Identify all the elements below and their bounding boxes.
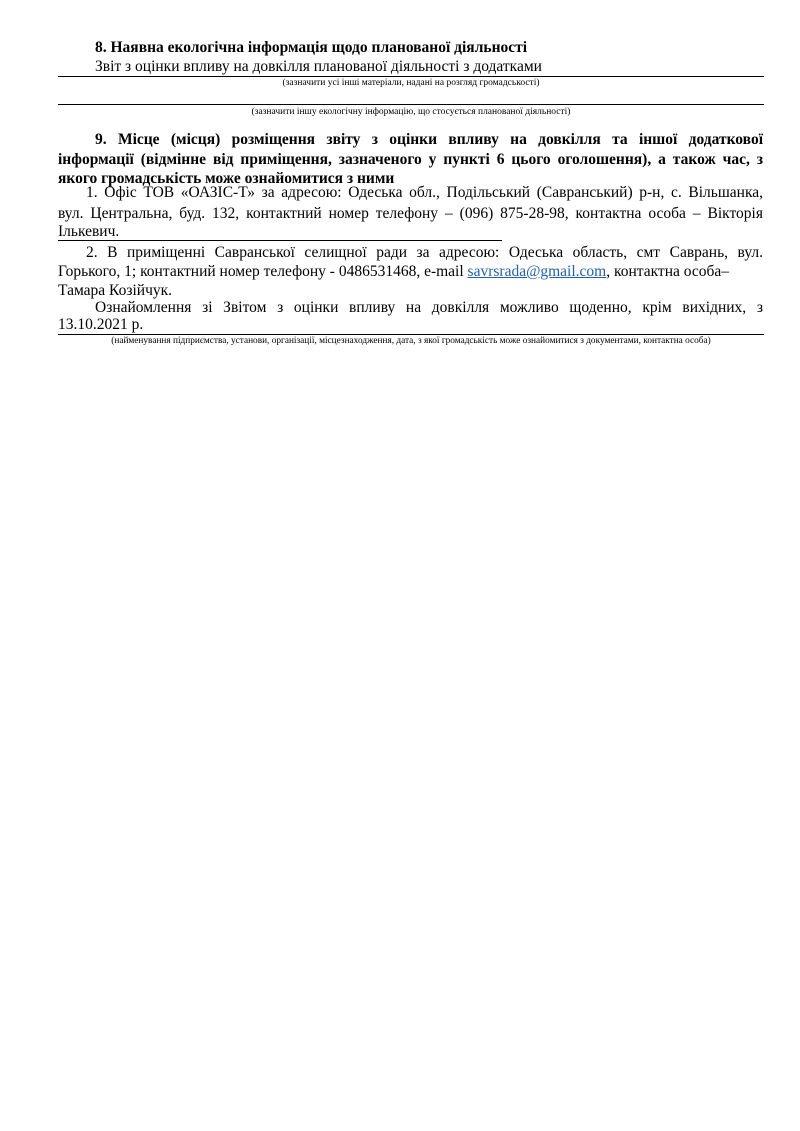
email-link[interactable]: savrsrada@gmail.com: [467, 263, 607, 280]
materials-text: Звіт з оцінки впливу на довкілля планованої діяльності з додатками: [95, 58, 542, 75]
item-1-line-3: Ількевич.: [58, 223, 120, 240]
footer-rule: [58, 334, 764, 335]
item-2-line-2: [58, 262, 763, 281]
section-9-title-line-2: інформації (відмінне від приміщення, зазначеного у пункті 6 цього оголошення), а також час, з: [58, 151, 763, 168]
section-9-title-line-3: якого громадськість може ознайомитися з ними: [58, 170, 395, 187]
item-1-line-2: вул. Центральна, буд. 132, контактний номер телефону – (096) 875-28-98, контактна особа – Вікторія: [58, 205, 763, 222]
other-info-note: (зазначити іншу екологічну інформацію, що стосується планованої діяльності): [251, 107, 571, 117]
item-2-contact-text: Горького, 1; контактний номер телефону - 0486531468, e-mail: [58, 263, 468, 280]
item-1-line-1: 1. Офіс ТОВ «ОАЗІС-Т» за адресою: Одеська обл., Подільський (Савранський) р-н, с. Вільшанка,: [86, 184, 763, 201]
other-info-rule: [58, 104, 764, 105]
materials-note: (зазначити усі інші матеріали, надані на розгляд громадськості): [282, 78, 540, 88]
section-8-title: 8. Наявна екологічна інформація щодо планованої діяльності: [95, 39, 528, 56]
item-2-contact-person: , контактна особа–: [606, 263, 730, 280]
item-2-line-1: 2. В приміщенні Савранської селищної ради за адресою: Одеська область, смт Саврань, вул.: [86, 244, 763, 261]
schedule-line-2: 13.10.2021 р.: [58, 316, 144, 333]
item-1-rule: [58, 240, 502, 241]
materials-rule: [58, 76, 764, 77]
item-2-line-3: Тамара Козійчук.: [58, 282, 173, 299]
footer-note: (найменування підприємства, установи, організації, місцезнаходження, дата, з якої громадськість може ознайомитися з документами, контактна особа): [111, 336, 711, 346]
schedule-line-1: Ознайомлення зі Звітом з оцінки впливу на довкілля можливо щоденно, крім вихідних, з: [95, 299, 763, 316]
section-9-title-line-1: 9. Місце (місця) розміщення звіту з оцінки впливу на довкілля та іншої додаткової: [95, 131, 763, 148]
